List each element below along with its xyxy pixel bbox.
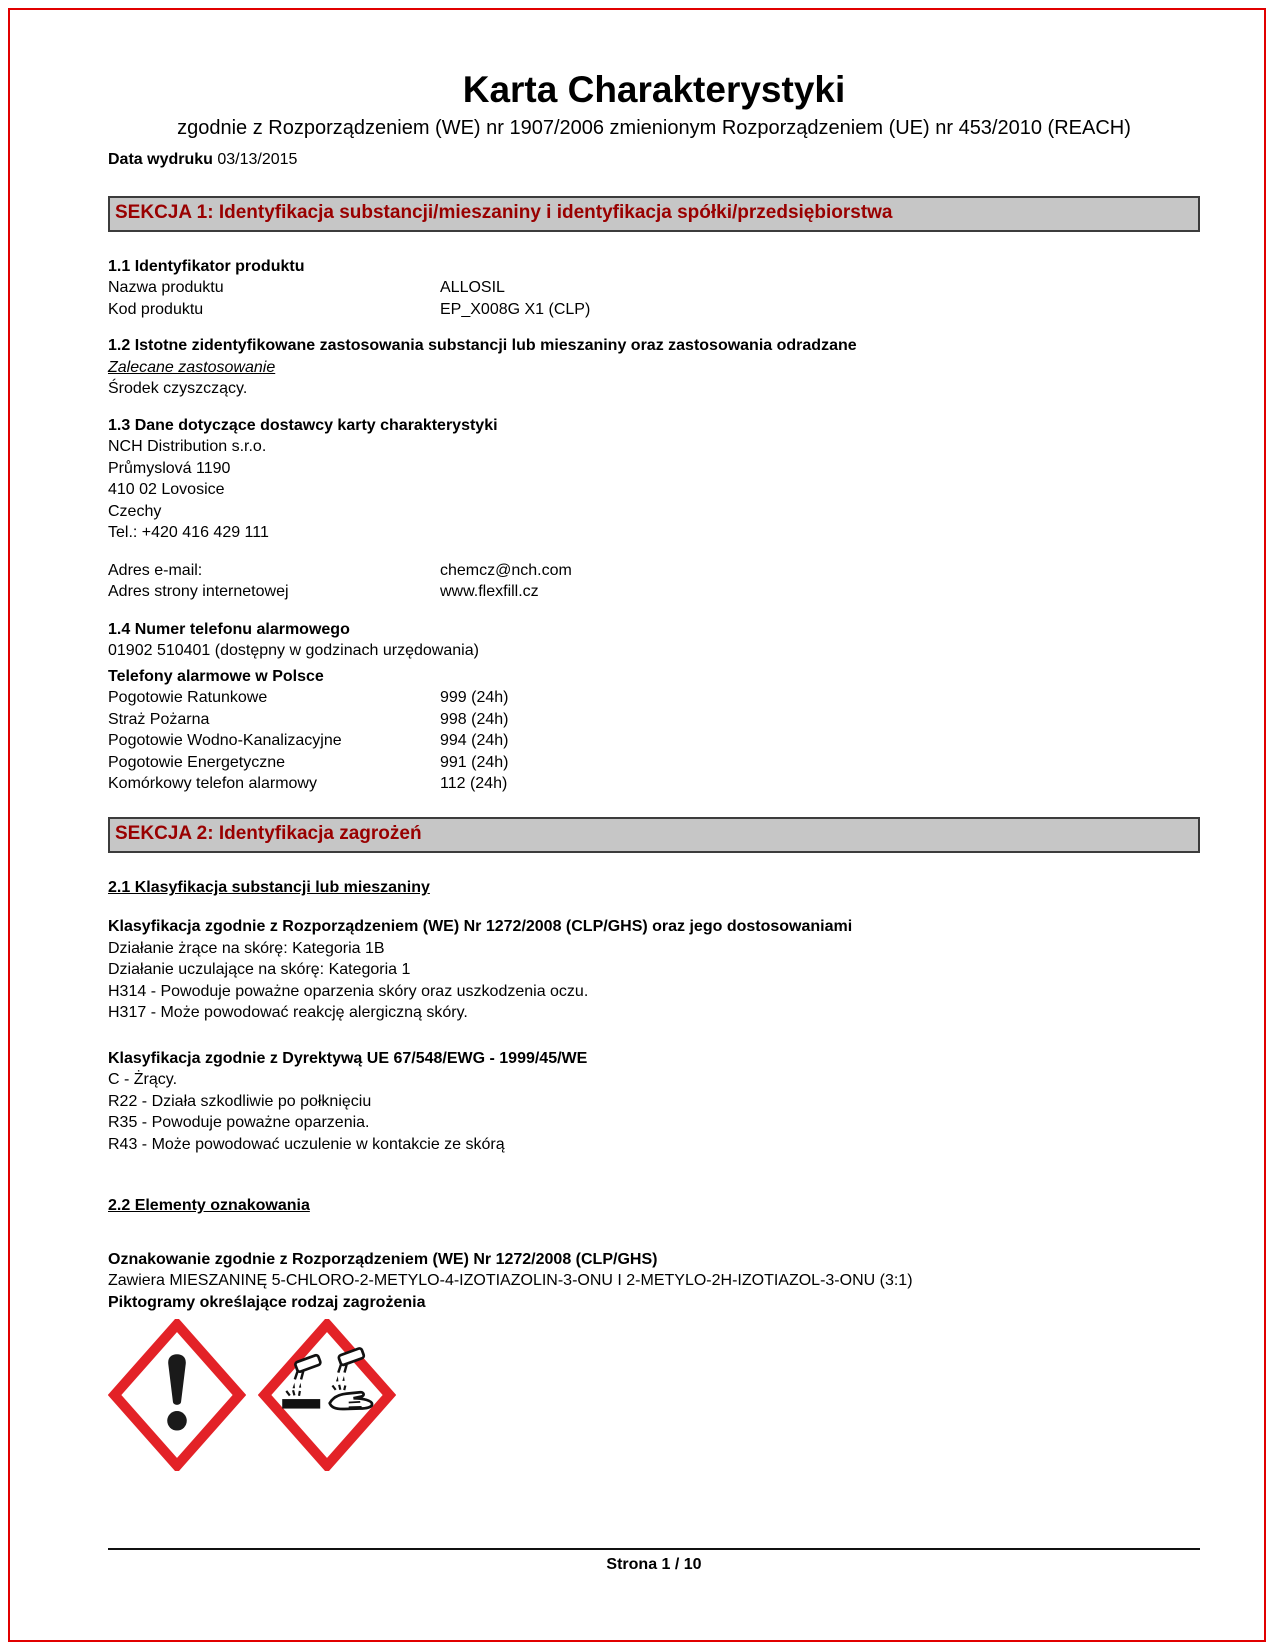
emergency-phones-heading: Telefony alarmowe w Polsce: [108, 667, 324, 685]
risk-phrase-r22: R22 - Działa szkodliwie po połknięciu: [108, 1092, 372, 1110]
table-row: [108, 581, 1200, 603]
row-value: EP_X008G X1 (CLP): [440, 300, 591, 318]
supplier-street: Průmyslová 1190: [108, 459, 231, 477]
supplier-phone: Tel.: +420 416 429 111: [108, 524, 269, 542]
row-label: Adres e-mail:: [108, 561, 203, 579]
table-row: [108, 560, 1200, 582]
supplier-name: NCH Distribution s.r.o.: [108, 438, 267, 456]
classification-line: C - Żrący.: [108, 1071, 178, 1089]
row-label: Pogotowie Wodno-Kanalizacyjne: [108, 732, 342, 750]
table-row: [108, 730, 1200, 752]
table-row: [108, 299, 1200, 321]
table-row: [108, 709, 1200, 731]
recommended-use-subheading: Zalecane zastosowanie: [108, 358, 276, 376]
contains-line: Zawiera MIESZANINĘ 5-CHLORO-2-METYLO-4-IZOTIAZOLIN-3-ONU I 2-METYLO-2H-IZOTIAZOL-3-ONU (3:1): [108, 1272, 913, 1290]
supplier-city: 410 02 Lovosice: [108, 481, 225, 499]
row-value: 994 (24h): [440, 732, 509, 750]
page-subtitle: zgodnie z Rozporządzeniem (WE) nr 1907/2006 zmienionym Rozporządzeniem (UE) nr 453/2010 (REACH): [177, 116, 1131, 139]
document-body: [108, 0, 1200, 1471]
row-label: Straż Pożarna: [108, 710, 210, 728]
heading-1-2: 1.2 Istotne zidentyfikowane zastosowania substancji lub mieszaniny oraz zastosowania odradzane: [108, 337, 857, 355]
supplier-contact-block: [108, 560, 1200, 603]
table-row: [108, 773, 1200, 795]
email-value: chemcz@nch.com: [440, 561, 572, 579]
classification-line: Działanie uczulające na skórę: Kategoria 1: [108, 961, 411, 979]
dsd-classification-heading: Klasyfikacja zgodnie z Dyrektywą UE 67/548/EWG - 1999/45/WE: [108, 1049, 588, 1067]
hazard-pictograms: [108, 1319, 1200, 1471]
table-row: [108, 277, 1200, 299]
page-footer: [108, 1548, 1200, 1575]
row-label: Nazwa produktu: [108, 279, 224, 297]
hazard-statement-h314: H314 - Powoduje poważne oparzenia skóry oraz uszkodzenia oczu.: [108, 982, 589, 1000]
row-value: 999 (24h): [440, 689, 509, 707]
website-value: www.flexfill.cz: [440, 583, 539, 601]
page-number: Strona 1 / 10: [606, 1556, 702, 1573]
labelling-heading: Oznakowanie zgodnie z Rozporządzeniem (WE) Nr 1272/2008 (CLP/GHS): [108, 1250, 658, 1268]
supplier-country: Czechy: [108, 502, 162, 520]
heading-1-4: 1.4 Numer telefonu alarmowego: [108, 620, 350, 638]
heading-2-1: 2.1 Klasyfikacja substancji lub mieszaniny: [108, 878, 430, 896]
heading-2-2: 2.2 Elementy oznakowania: [108, 1197, 310, 1215]
print-date-line: [108, 149, 1200, 171]
clp-classification-heading: Klasyfikacja zgodnie z Rozporządzeniem (WE) Nr 1272/2008 (CLP/GHS) oraz jego dostosowaniami: [108, 918, 853, 936]
ghs07-exclamation-mark-icon: [108, 1319, 246, 1471]
row-label: Komórkowy telefon alarmowy: [108, 775, 317, 793]
heading-1-1: 1.1 Identyfikator produktu: [108, 257, 305, 275]
table-row: [108, 687, 1200, 709]
section2-header-bar: SEKCJA 2: Identyfikacja zagrożeń: [108, 817, 1200, 853]
table-row: [108, 752, 1200, 774]
row-value: 991 (24h): [440, 753, 509, 771]
print-date-label: Data wydruku: [108, 150, 213, 168]
pictograms-heading: Piktogramy określające rodzaj zagrożenia: [108, 1293, 426, 1311]
row-label: Kod produktu: [108, 300, 204, 318]
row-value: ALLOSIL: [440, 279, 505, 297]
risk-phrase-r35: R35 - Powoduje poważne oparzenia.: [108, 1114, 370, 1132]
recommended-use-text: Środek czyszczący.: [108, 380, 248, 398]
row-label: Adres strony internetowej: [108, 583, 289, 601]
row-value: 998 (24h): [440, 710, 509, 728]
row-label: Pogotowie Energetyczne: [108, 753, 285, 771]
emergency-number-text: 01902 510401 (dostępny w godzinach urzędowania): [108, 642, 479, 660]
risk-phrase-r43: R43 - Może powodować uczulenie w kontakcie ze skórą: [108, 1135, 505, 1153]
row-label: Pogotowie Ratunkowe: [108, 689, 268, 707]
ghs05-corrosion-icon: [258, 1319, 396, 1471]
row-value: 112 (24h): [440, 775, 508, 793]
section1-header-bar: SEKCJA 1: Identyfikacja substancji/mieszaniny i identyfikacja spółki/przedsiębiorstwa: [108, 196, 1200, 232]
classification-line: Działanie żrące na skórę: Kategoria 1B: [108, 939, 385, 957]
page-title: Karta Charakterystyki: [462, 69, 846, 110]
hazard-statement-h317: H317 - Może powodować reakcję alergiczną skóry.: [108, 1004, 468, 1022]
print-date-value: 03/13/2015: [217, 150, 298, 168]
heading-1-3: 1.3 Dane dotyczące dostawcy karty charakterystyki: [108, 416, 498, 434]
